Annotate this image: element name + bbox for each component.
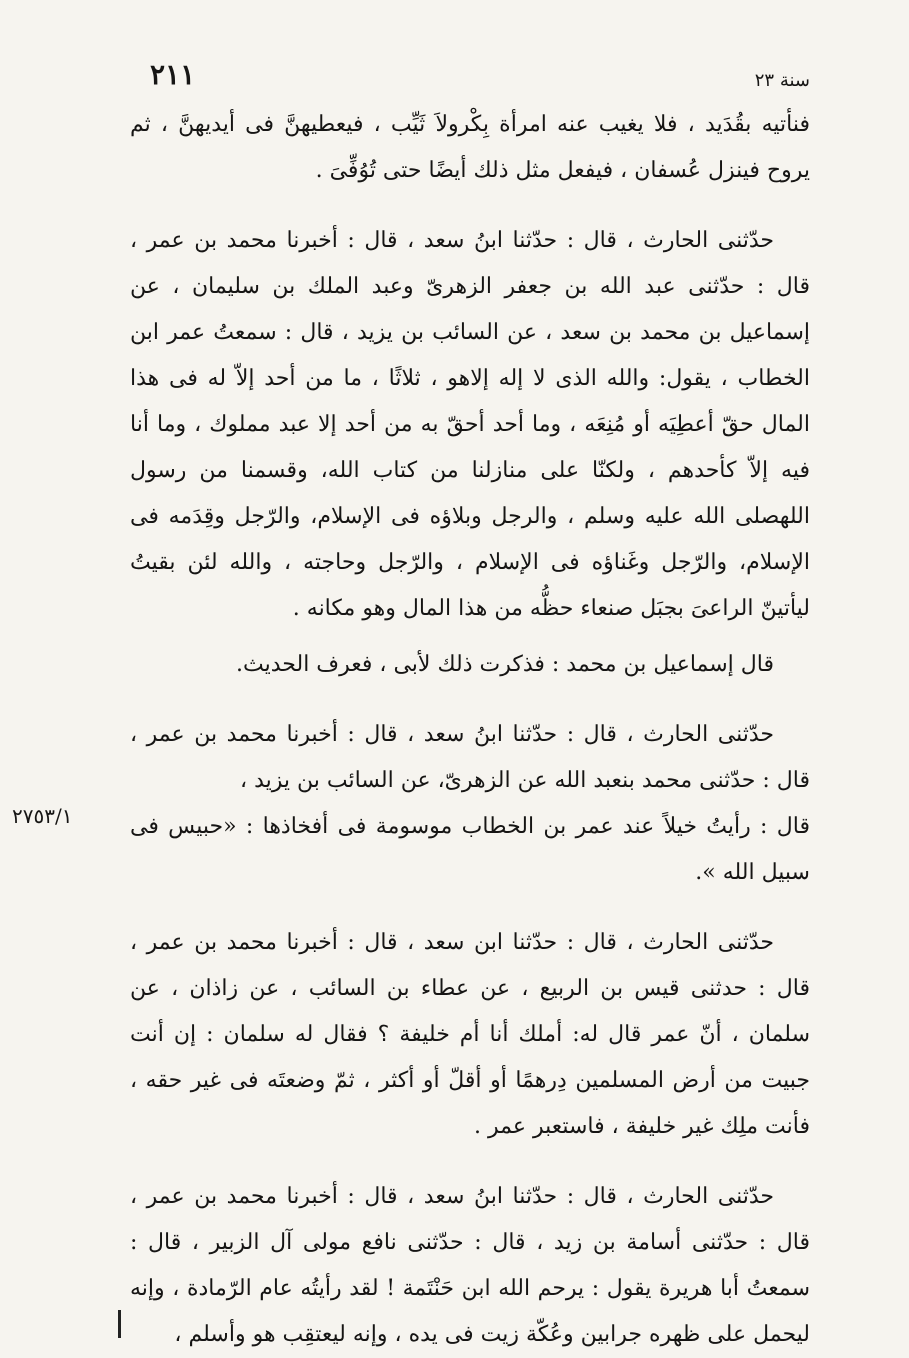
paragraph-3: قال إسماعيل بن محمد : فذكرت ذلك لأبى ، فعرف الحديث. [236,652,774,677]
document-page [12,40,810,1347]
paragraph-2: حدّثنى الحارث ، قال : حدّثنا ابنُ سعد ، قال : أخبرنا محمد بن عمر ، قال : حدّثنى عبد الله بن جعفر الزهرىّ وعبد الملك بن سليمان ، عن إسماعيل بن محمد بن سعد ، عن السائب بن يزيد ، قال : سمعتُ عمر ابن الخطاب ، يقول: والله الذى لا إله إلاهو ، ثلاثًا ، ما من أحد إلاّ له فى هذا المال حقّ أعطِيَه أو مُنِعَه ، وما أحد أحقّ به من أحد إلا عبد مملوك ، وما أنا فيه إلاّ كأحدهم ، ولكنّا على منازلنا من كتاب الله، وقسمنا من رسول اللهصلى الله عليه وسلم ، والرجل وبلاؤه فى الإسلام، والرّجل وقِدَمه فى الإسلام، والرّجل وغَناؤه فى الإسلام ، والرّجل وحاجته ، والله لئن بقيتُ ليأتينّ الراعىَ بجبَل صنعاء حظُّه من هذا المال وهو مكانه . [130,228,810,621]
binding-mark [118,1310,131,1338]
page-header [130,50,810,90]
paragraph-5: حدّثنى الحارث ، قال : حدّثنا ابن سعد ، قال : أخبرنا محمد بن عمر ، قال : حدثنى قيس بن الربيع ، عن عطاء بن السائب ، عن زاذان ، عن سلمان ، أنّ عمر قال له: أملك أنا أم خليفة ؟ فقال له سلمان : إن أنت جبيت من أرض المسلمين دِرهمًا أو أقلّ أو أكثر ، ثمّ وضعتَه فى غير حقه ، فأنت ملِك غير خليفة ، فاستعبر عمر . [130,930,810,1139]
paragraph-4: حدّثنى الحارث ، قال : حدّثنا ابنُ سعد ، قال : أخبرنا محمد بن عمر ، قال : حدّثنى محمد بنعبد الله عن الزهرىّ، عن السائب بن يزيد ، [130,722,810,793]
paragraph-6: حدّثنى الحارث ، قال : حدّثنا ابنُ سعد ، قال : أخبرنا محمد بن عمر ، قال : حدّثنى أسامة بن زيد ، قال : حدّثنى نافع مولى آل الزبير ، قال : سمعتُ أبا هريرة يقول : يرحم الله ابن حَنْتَمة ! لقد رأيتُه عام الرّمادة ، وإنه ليحمل على ظهره جرابين وعُكّة زيت فى يده ، وإنه ليعتقِب هو وأسلم ، [130,1184,810,1347]
page-number: ٢١١ [150,58,196,91]
body-text [12,102,810,1358]
running-head: سنة ٢٣ [754,70,810,91]
paragraph-4-last-line-text: قال : رأيتُ خيلاً عند عمر بن الخطاب موسومة فى أفخاذها : «حبيس فى سبيل الله ». [130,814,810,885]
paragraph-1: فنأتيه بقُدَيد ، فلا يغيب عنه امرأة بِكْرولاَ ثَيِّب ، فيعطيهنَّ فى أيديهنَّ ، ثم يروح فينزل عُسفان ، فيفعل مثل ذلك أيضًا حتى تُوُفِّىَ . [130,112,810,183]
margin-reference: ٢٧٥٣/١ [12,804,73,828]
paragraph-4-last-line [12,804,810,896]
